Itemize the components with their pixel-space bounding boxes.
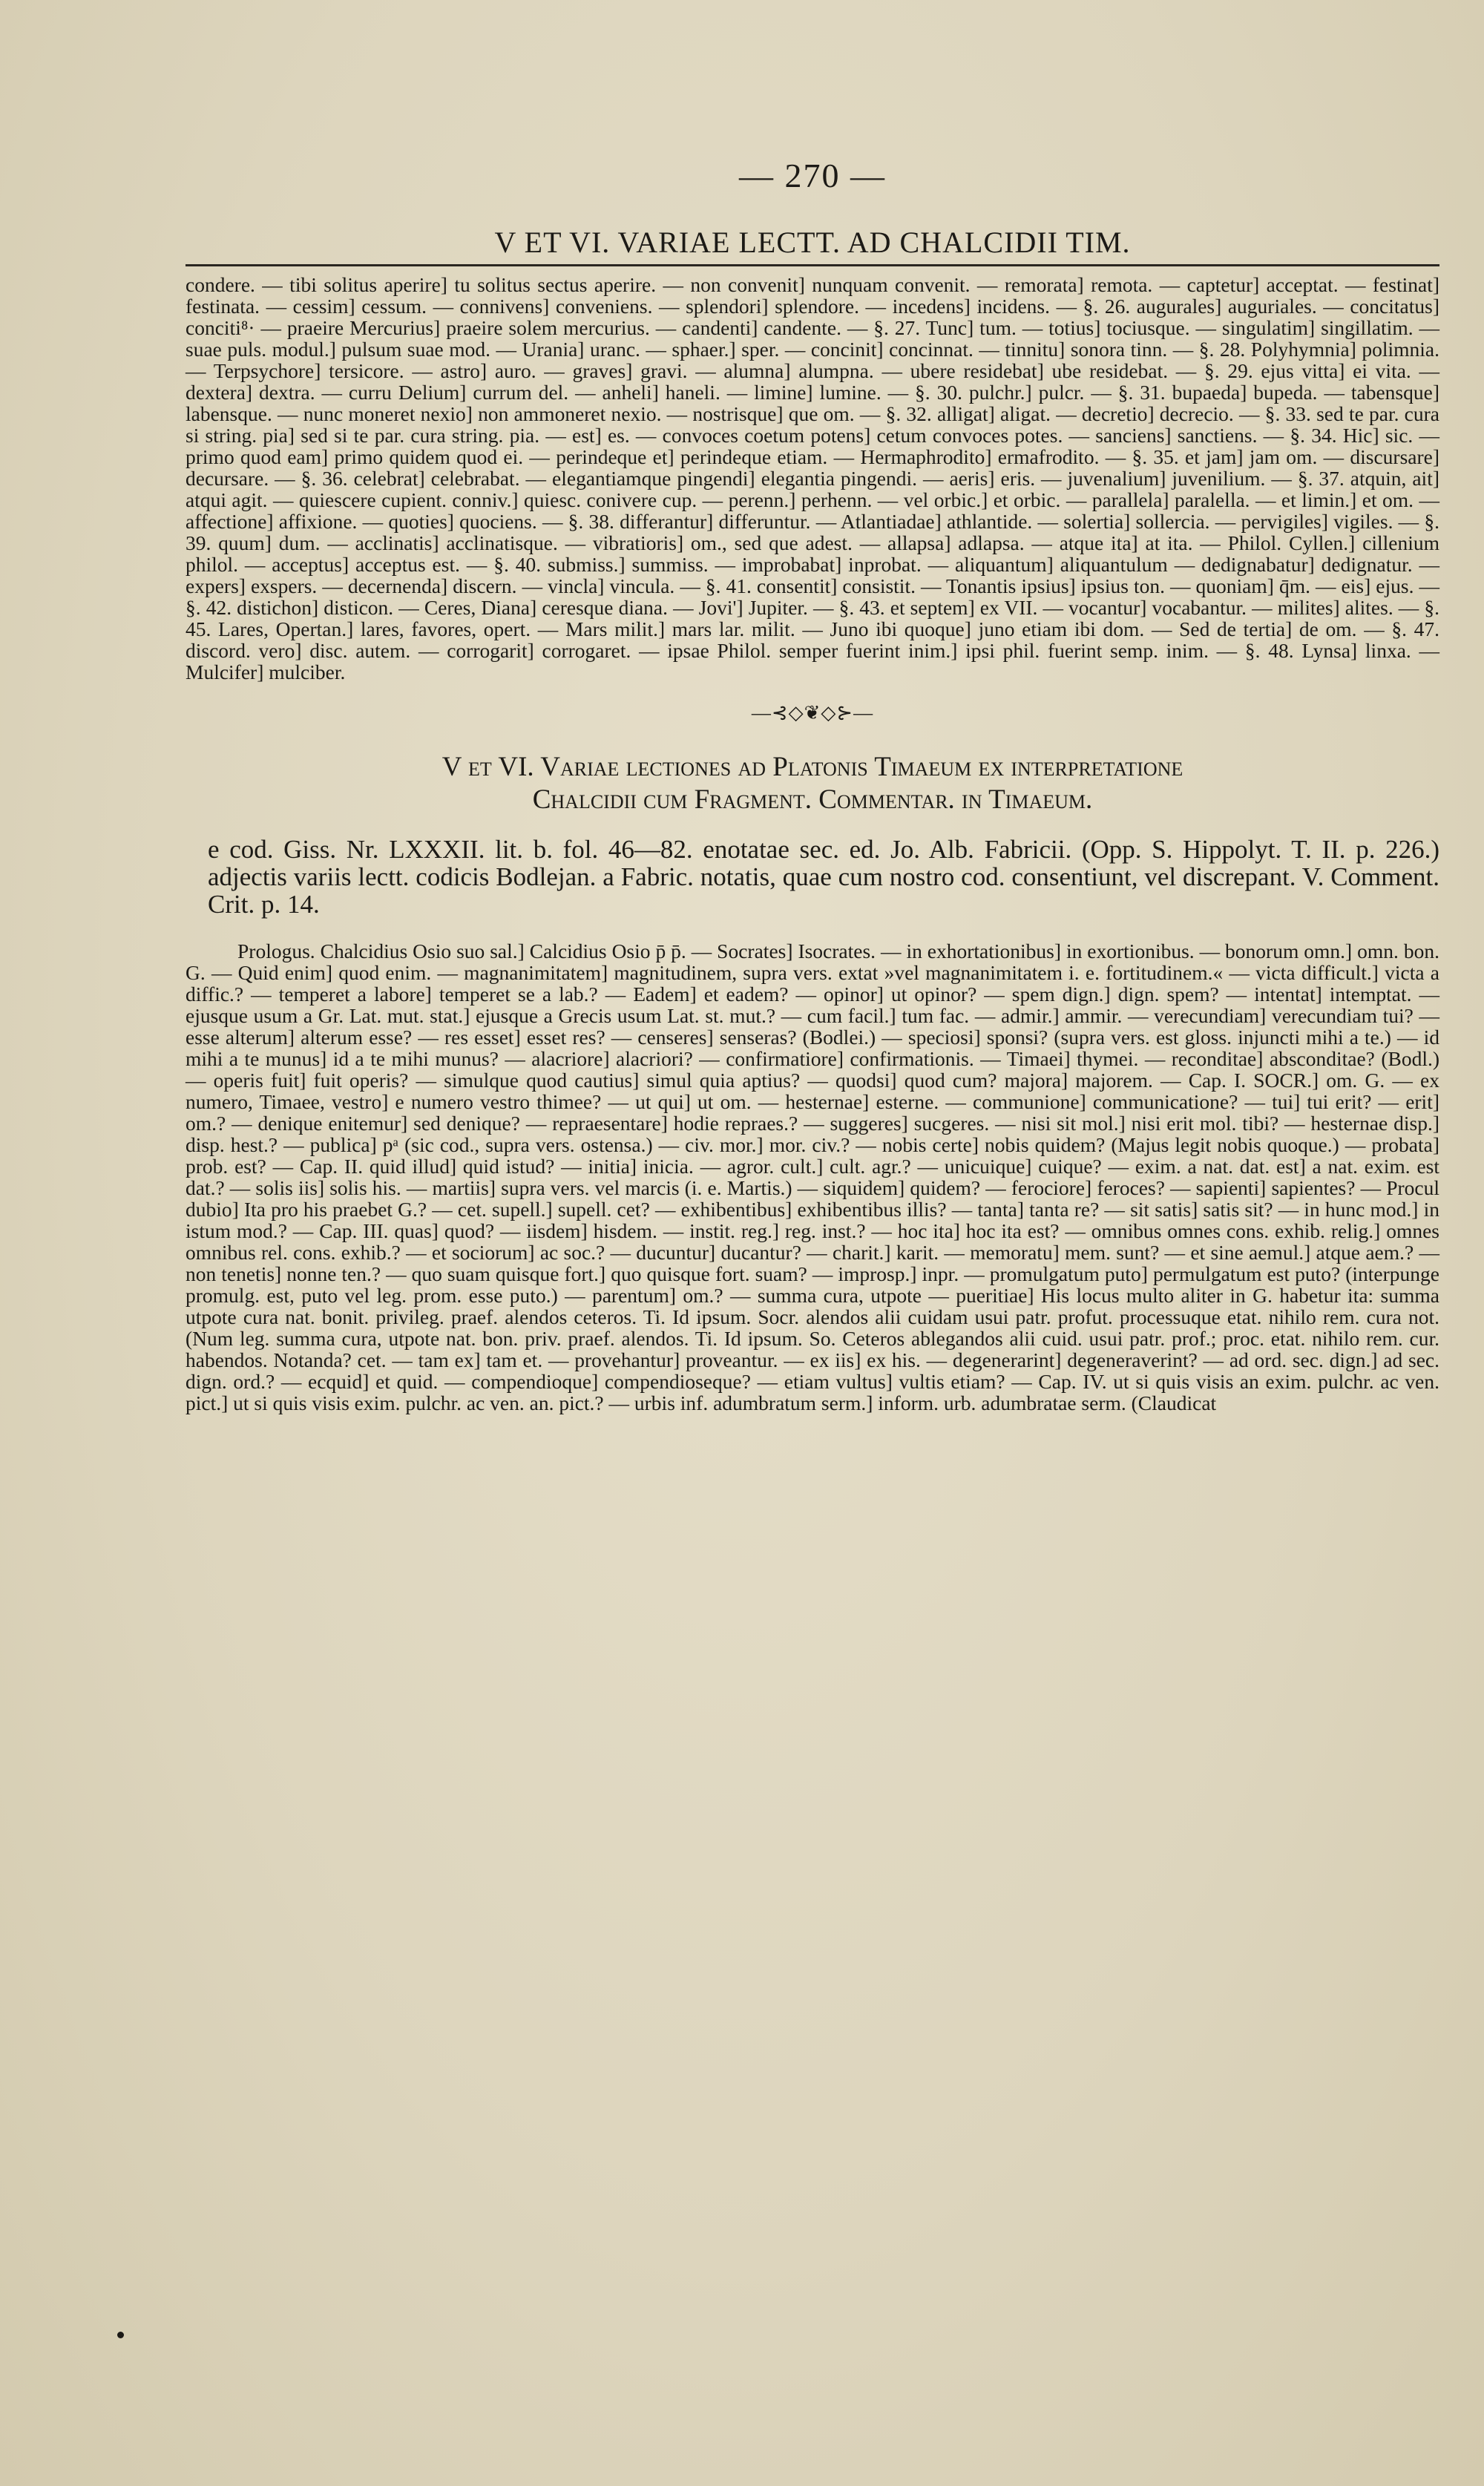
page-number: — 270 — <box>739 157 886 194</box>
variant-readings-prologue: Prologus. Chalcidius Osio suo sal.] Calcidius Osio p̄ p̄. — Socrates] Isocrates. — in exhortationibus] in exortionibus. — bonorum omn.] omn. bon. G. — Quid enim] quod enim. — magnanimitatem] magnitudinem, supra vers. extat »vel magnanimitatem i. e. fortitudinem.« — victa difficult.] victa a diffic.? — temperet a labore] temperet se a lab.? — Eadem] et eadem? — opinor] ut opinor? — spem dign.] dign. spem? — intentat] intemptat. — ejusque usum a Gr. Lat. mut. stat.] ejusque a Grecis usum Lat. st. mut.? — cum facil.] tum fac. — admir.] ammir. — verecundiam] verecundiam tui? — esse alterum] alterum esse? — res esset] esset res? — censeres] senseras? (Bodlei.) — speciosi] sponsi? (supra vers. est gloss. injuncti mihi a te.) — id mihi a te munus] id a te mihi munus? — alacriore] alacriori? — confirmatiore] confirmationis. — Timaei] thymei. — reconditae] absconditae? (Bodl.) — operis fuit] fuit operis? — simulque quod cautius] simul quia aptius? — quodsi] quod cum? majora] majorem. — Cap. I. SOCR.] om. G. — ex numero, Timaee, vestro] e numero vestro thimee? — ut qui] ut om. — hesternae] esterne. — communione] communicatione? — tui] tui erit? — erit] om.? — denique enitemur] sed denique? — repraesentare] hodie repraes.? — suggeres] sucgeres. — nisi sit mol.] nisi erit mol. tibi? — hesternae disp.] disp. hest.? — publica] pᵃ (sic cod., supra vers. ostensa.) — civ. mor.] mor. civ.? — nobis certe] nobis quidem? (Majus legit nobis quoque.) — probata] prob. est? — Cap. II. quid illud] quid istud? — initia] inicia. — agror. cult.] cult. agr.? — unicuique] cuique? — exim. a nat. dat. est] a nat. exim. est dat.? — solis iis] solis his. — martiis] supra vers. vel marcis (i. e. Martis.) — siquidem] quidem? — ferociore] feroces? — sapienti] sapientes? — Procul dubio] Ita pro his praebet G.? — cet. supell.] supell. cet? — exhibentibus] exhibentibus illis? — tanta] tanta re? — sit satis] satis sit? — in hunc mod.] in istum mod.? — Cap. III. quas] quod? — iisdem] hisdem. — instit. reg.] reg. inst.? — hoc ita] hoc ita est? — omnibus omnes cons. exhib. relig.] omnes omnibus rel. cons. exhib.? — et sociorum] ac soc.? — ducuntur] ducantur? — charit.] karit. — memoratu] mem. sunt? — et sine aemul.] atque aem.? — non tenetis] nonne ten.? — quo suam quisque fort.] quo quisque fort. suam? — improsp.] inpr. — promulgatum puto] permulgatum est puto? (interpunge promulg. est, puto vel leg. prom. esse puto.) — parentum] om.? — summa cura, utpote — pueritiae] His locus multo aliter in G. habetur ita: summa utpote cura nat. bonit. privileg. praef. alendos ceteros. Ti. Id ipsum. Socr. alendos alii cuidam usui patr. profut. processuque etat. nihilo rem. cura not. (Num leg. summa cura, utpote nat. bon. priv. praef. alendos. Ti. Id ipsum. So. Ceteros ablegandos alii cuid. usui patr. prof.; proc. etat. nihilo rem. cur. habendos. Notanda? cet. — tam ex] tam et. — provehantur] proveantur. — ex iis] ex his. — degenerarint] degeneraverint? — ad ord. sec. dign.] ad sec. dign. ord.? — ecquid] et quid. — compendioque] compendioseque? — etiam vultus] vultis etiam? — Cap. IV. ut si quis visis an exim. pulchr. ac ven. pict.] ut si quis visis exim. pulchr. ac ven. an. pict.? — urbis inf. adumbratum serm.] inform. urb. adumbratae serm. (Claudicat <box>186 939 1439 1414</box>
section-title <box>186 751 1439 816</box>
running-head: V ET VI. VARIAE LECTT. AD CHALCIDII TIM. <box>494 226 1131 259</box>
section-title-line-1: V et VI. Variae lectiones ad Platonis Timaeum ex interpretatione <box>441 752 1183 782</box>
section-title-line-2: Chalcidii cum Fragment. Commentar. in Timaeum. <box>532 784 1093 815</box>
margin-dot <box>117 2332 124 2338</box>
ornament-divider: —⊰◇❦◇⊱— <box>751 702 874 724</box>
variant-readings-continued: condere. — tibi solitus aperire] tu solitus sectus aperire. — non convenit] nunquam convenit. — remorata] remota. — captetur] acceptat. — festinat] festinata. — cessim] cessum. — connivens] conveniens. — splendori] splendore. — incedens] incidens. — §. 26. augurales] auguriales. — concitatus] conciti⁸· — praeire Mercurius] praeire solem mercurius. — candenti] candente. — §. 27. Tunc] tum. — totius] tociusque. — singulatim] singillatim. — suae puls. modul.] pulsum suae mod. — Urania] uranc. — sphaer.] sper. — concinit] concinnat. — tinnitu] sonora tinn. — §. 28. Polyhymnia] polimnia. — Terpsychore] tersicore. — astro] auro. — graves] gravi. — alumna] alumpna. — ubere residebat] ube residebat. — §. 29. ejus vitta] ei vita. — dextera] dextra. — curru Delium] currum del. — anheli] haneli. — limine] lumine. — §. 30. pulchr.] pulcr. — §. 31. bupaeda] bupeda. — tabensque] labensque. — nunc moneret nexio] non ammoneret nexio. — nostrisque] que om. — §. 32. alligat] aligat. — decretio] decrecio. — §. 33. sed te par. cura si string. pia] sed si te par. cura string. pia. — est] es. — convoces coetum potens] cetum convoces potes. — sanciens] sanctiens. — §. 34. Hic] sic. — primo quod eam] primo quidem quod ei. — perindeque et] perindeque etiam. — Hermaphrodito] ermafrodito. — §. 35. et jam] jam om. — discursare] decursare. — §. 36. celebrat] celebrabat. — elegantiamque pingendi] elegantia pingendi. — aeris] eris. — juvenalium] juvenilium. — §. 37. atquin, ait] atqui agit. — quiescere cupient. conniv.] quiesc. conivere cup. — perenn.] perhenn. — vel orbic.] et orbic. — parallela] paralella. — et limin.] et om. — affectione] affixione. — quoties] quociens. — §. 38. differantur] differuntur. — Atlantiadae] athlantide. — solertia] sollercia. — pervigiles] vigiles. — §. 39. quum] dum. — acclinatis] acclinatisque. — vibratioris] om., sed que adest. — allapsa] adlapsa. — atque ita] at ita. — Philol. Cyllen.] cillenium philol. — acceptus] acceptus est. — §. 40. submiss.] summiss. — improbabat] inprobat. — aliquantum] aliquantulum — dedignabatur] dedignatur. — expers] exspers. — decernenda] discern. — vincla] vincula. — §. 41. consentit] consistit. — Tonantis ipsius] ipsius ton. — quoniam] q̄m. — eis] ejus. — §. 42. distichon] disticon. — Ceres, Diana] ceresque diana. — Jovi'] Jupiter. — §. 43. et septem] ex VII. — vocantur] vocabantur. — milites] alites. — §. 45. Lares, Opertan.] lares, favores, opert. — Mars milit.] mars lar. milit. — Juno ibi quoque] juno etiam ibi dom. — Sed de tertia] de om. — §. 47. discord. vero] disc. autem. — corrogarit] corrogaret. — ipsae Philol. semper fuerint inim.] ipsi phil. fuerint semp. inim. — §. 48. Lynsa] linxa. — Mulcifer] mulciber. <box>186 273 1439 683</box>
source-note: e cod. Giss. Nr. LXXXII. lit. b. fol. 46—82. enotatae sec. ed. Jo. Alb. Fabricii. (Opp. S. Hippolyt. T. II. p. 226.) adjectis variis lectt. codicis Bodlejan. a Fabric. notatis, quae cum nostro cod. consentiunt, vel discrepant. V. Comment. Crit. p. 14. <box>208 835 1439 919</box>
header-rule <box>186 264 1439 266</box>
page-content <box>186 156 1439 1414</box>
